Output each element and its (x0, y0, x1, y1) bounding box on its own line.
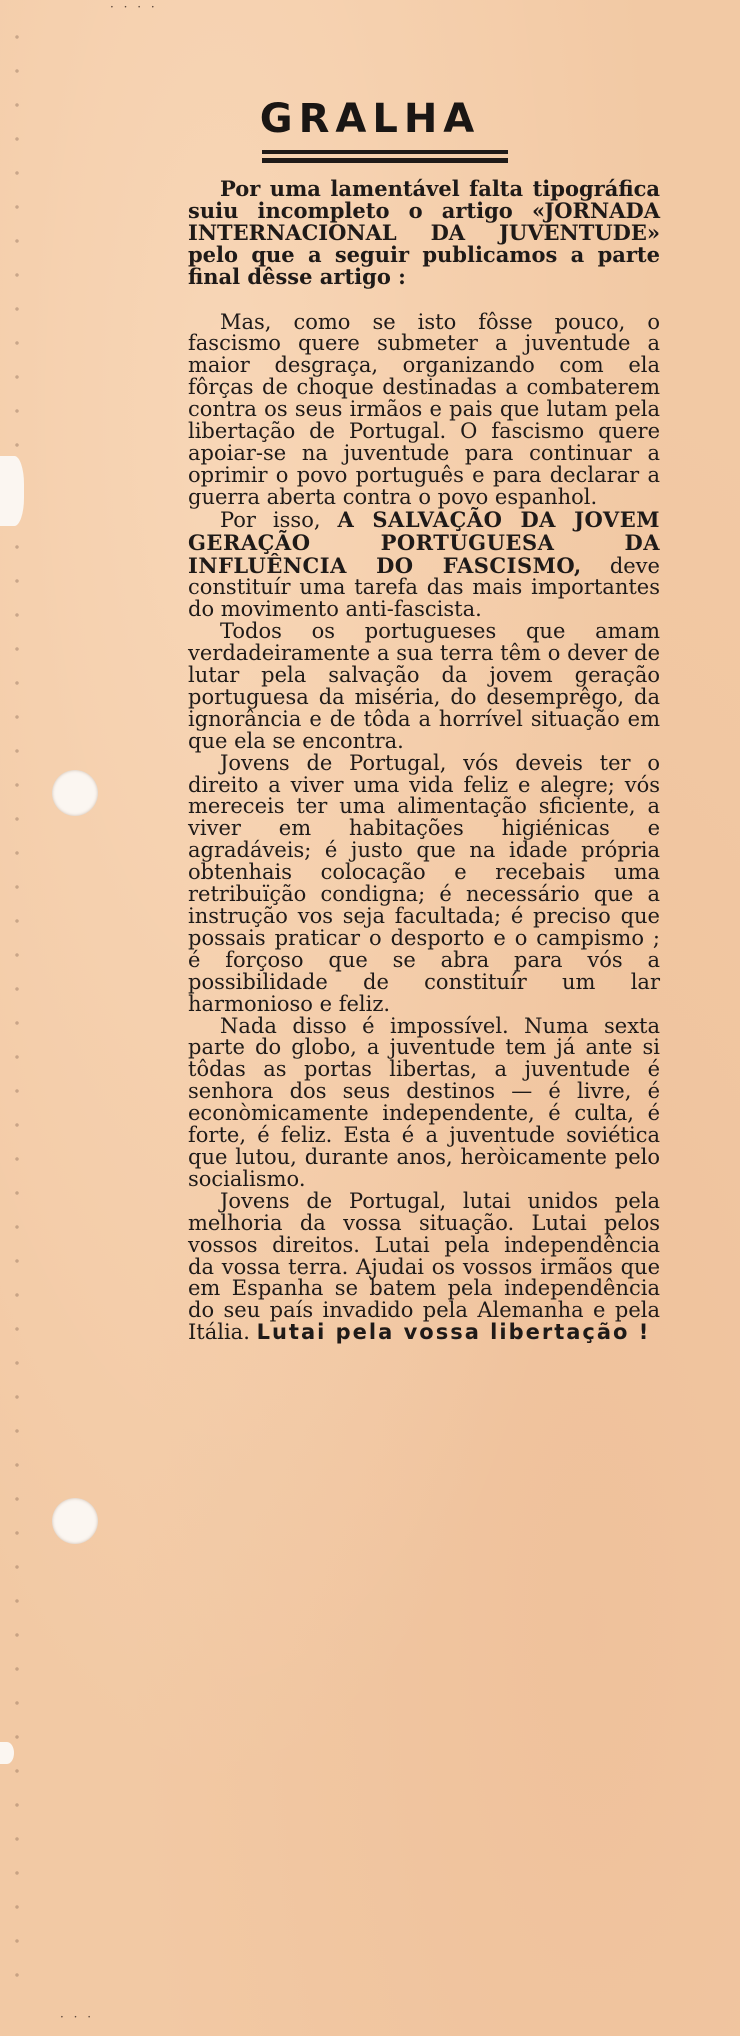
article-paragraph (188, 1013, 660, 1191)
paper-specks: · · · (60, 2010, 95, 2024)
punch-hole (52, 1498, 98, 1544)
title-underline (262, 150, 508, 154)
perforation-edge (14, 20, 20, 2000)
paper-specks: · · · · (110, 0, 158, 14)
paragraph-text: Jovens de Portugal, vós deveis ter o direito a viver uma vida feliz e alegre; vós mereceis ter uma alimentação sficiente, a viver em habitações higiénicas e agradáveis; é justo que na idade própria obtenhais colocação e recebais uma retribuïção condigna; é necessário que a instrução vos seja facultada; é preciso que possais praticar o desporto e o campismo ; é forçoso que se abra para vós a possibilidade de constituír um lar harmonioso e feliz. (188, 750, 660, 1016)
punch-hole (52, 770, 98, 816)
paragraph-text: Nada disso é impossível. Numa sexta parte do globo, a juventude tem já ante si tôdas as portas libertas, a juventude é senhora dos seus destinos — é livre, é econòmicamente independente, é culta, é forte, é feliz. Esta é a juventude soviética que lutou, durante anos, heròicamente pelo socialismo. (188, 1013, 660, 1191)
article-paragraph (188, 621, 660, 752)
torn-edge-mark (0, 1742, 14, 1764)
article-paragraph (188, 1188, 660, 1345)
article-body (188, 178, 660, 1344)
torn-edge-mark (0, 456, 24, 526)
paragraph-text: Todos os portugueses que amam verdadeiramente a sua terra têm o dever de lutar pela salvação da jovem geração portuguesa da miséria, do desemprêgo, da ignorância e de tôda a horrível situação em que ela se encontra. (188, 619, 660, 753)
paragraph-text: deve constituír uma tarefa das mais importantes do movimento anti-fascista. (188, 553, 660, 622)
article-paragraph (188, 309, 660, 509)
paragraph-text: Jovens de Portugal, lutai unidos pela melhoria da vossa situação. Lutai pelos vossos direitos. Lutai pela independência da vossa terra. Ajudai os vossos irmãos que em Espanha se batem pela independência do seu país invadido pela Alemanha e pela Itália. (188, 1188, 660, 1345)
title-underline (262, 158, 508, 163)
article-title: GRALHA (259, 96, 481, 142)
paragraph-text: Mas, como se isto fôsse pouco, o fascismo quere submeter a juventude a maior desgraça, organizando com ela fôrças de choque destinadas a combaterem contra os seus irmãos e pais que lutam pela libertação de Portugal. O fascismo quere apoiar-se na juventude para continuar a oprimir o povo português e para declarar a guerra aberta contra o povo espanhol. (188, 309, 660, 509)
closing-slogan: Lutai pela vossa libertação ! (256, 1320, 651, 1345)
paragraph-text: Por isso, (220, 507, 321, 532)
emphasized-text: A SALVAÇÃO DA JOVEM GERAÇÃO PORTUGUESA DA INFLUÊNCIA DO FASCISMO, (188, 506, 660, 578)
article-intro: Por uma lamentável falta tipográfica suiu incompleto o artigo «JORNADA INTERNACIONAL DA JUVENTUDE» pelo que a seguir publicamos a parte final dêsse artigo : (188, 176, 660, 289)
article-paragraph (188, 506, 660, 622)
article-paragraph (188, 750, 660, 1016)
